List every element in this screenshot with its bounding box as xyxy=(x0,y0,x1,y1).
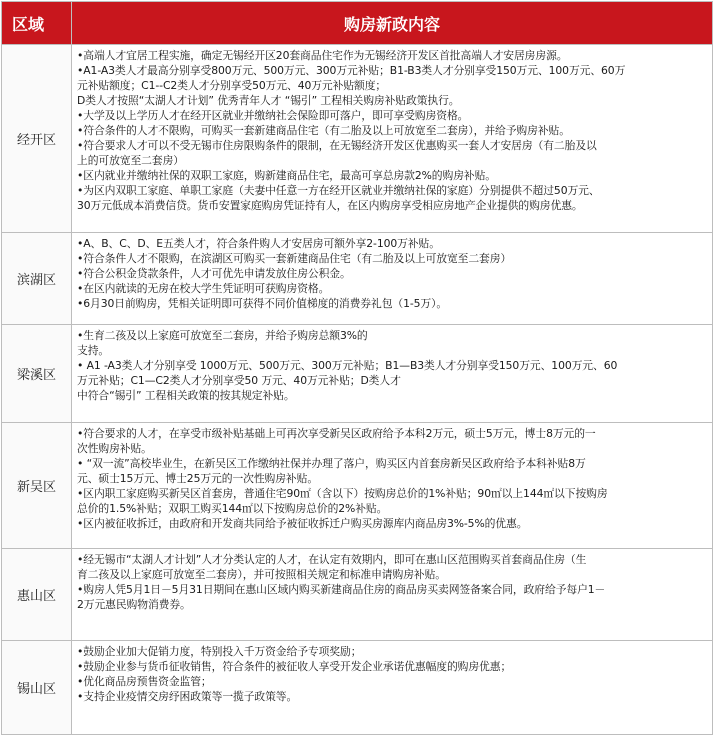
policy-line: 中符合“锡引” 工程相关政策的按其规定补贴。 xyxy=(77,389,295,402)
district-cell: 新吴区 xyxy=(2,423,72,549)
policy-line: 育二孩及以上家庭可放宽至二套房），并可按照相关规定和标准申请购房补贴。 xyxy=(77,568,446,581)
district-cell: 惠山区 xyxy=(2,549,72,641)
row-jingkai xyxy=(2,45,713,233)
policy-line: • “双一流”高校毕业生，在新吴区工作缴纳社保并办理了落户，购买区内首套房新吴区政府给予本科补贴8万 xyxy=(77,457,586,470)
policy-line: •区内就业并缴纳社保的双职工家庭，购新建商品住宅，最高可享总房款2%的购房补贴。 xyxy=(77,169,496,182)
policy-line: •购房人凭5月1日－5月31日期间在惠山区域内购买新建商品住房的商品房买卖网签备案合同，政府给予每户1－ xyxy=(77,583,606,596)
policy-line: 30万元低成本消费信贷。货币安置家庭购房凭证持有人，在区内购房享受相应房地产企业提供的购房优惠。 xyxy=(77,199,583,212)
policy-line: •优化商品房预售资金监管； xyxy=(77,675,212,688)
policy-line: •A、B、C、D、E五类人才，符合条件购人才安居房可额外享2-100万补贴。 xyxy=(77,237,440,250)
policy-line: •区内职工家庭购买新吴区首套房，普通住宅90㎡（含以下）按购房总价的1%补贴；90㎡以上144㎡以下按购房 xyxy=(77,487,608,500)
policy-line: 上的可放宽至二套房） xyxy=(77,154,184,167)
policy-line: • A1 -A3类人才分别享受 1000万元、500万元、300万元补贴；B1—B3类人才分别享受150万元、100万元、60 xyxy=(77,359,618,372)
policy-content-cell xyxy=(72,549,713,641)
policy-line: •生育二孩及以上家庭可放宽至二套房，并给予购房总额3%的 xyxy=(77,329,368,342)
policy-line: 万元补贴；C1—C2类人才分别享受50 万元、40万元补贴；D类人才 xyxy=(77,374,401,387)
policy-content-cell xyxy=(72,423,713,549)
policy-line: 元补贴额度；C1--C2类人才分别享受50万元、40万元补贴额度； xyxy=(77,79,387,92)
policy-line: •区内被征收拆迁，由政府和开发商共同给予被征收拆迁户购买房源库内商品房3%-5%的优惠。 xyxy=(77,517,528,530)
policy-line: •高端人才宜居工程实施，确定无锡经开区20套商品住宅作为无锡经济开发区首批高端人才安居房房源。 xyxy=(77,49,568,62)
policy-line: •为区内双职工家庭、单职工家庭（夫妻中任意一方在经开区就业并缴纳社保的家庭）分别提供不超过50万元、 xyxy=(77,184,600,197)
policy-line: •6月30日前购房，凭相关证明即可获得不同价值梯度的消费券礼包（1-5万）。 xyxy=(77,297,448,310)
header-district: 区域 xyxy=(2,2,72,45)
policy-line: •在区内就读的无房在校大学生凭证明可获购房资格。 xyxy=(77,282,330,295)
header-row xyxy=(2,2,713,45)
policy-line: •大学及以上学历人才在经开区就业并缴纳社会保险即可落户，即可享受购房资格。 xyxy=(77,109,469,122)
policy-line: 元、硕士15万元、博士25万元的一次性购房补贴。 xyxy=(77,472,319,485)
district-cell: 锡山区 xyxy=(2,641,72,735)
district-cell: 梁溪区 xyxy=(2,325,72,423)
policy-line: •符合公积金贷款条件，人才可优先申请发放住房公积金。 xyxy=(77,267,351,280)
policy-line: D类人才按照“太湖人才计划” 优秀青年人才 “锡引” 工程相关购房补贴政策执行。 xyxy=(77,94,460,107)
policy-content-cell xyxy=(72,233,713,325)
policy-content-cell xyxy=(72,325,713,423)
policy-line: 2万元惠民购物消费券。 xyxy=(77,598,191,611)
header-policy-content: 购房新政内容 xyxy=(72,2,713,45)
row-binhu xyxy=(2,233,713,325)
policy-line: •鼓励企业参与货币征收销售，符合条件的被征收人享受开发企业承诺优惠幅度的购房优惠； xyxy=(77,660,512,673)
policy-line: •鼓励企业加大促销力度，特别投入千万资金给予专项奖励； xyxy=(77,645,362,658)
policy-line: 支持。 xyxy=(77,344,110,357)
policy-line: •符合条件人才不限购，在滨湖区可购买一套新建商品住宅（有二胎及以上可放宽至二套房） xyxy=(77,252,512,265)
district-cell: 经开区 xyxy=(2,45,72,233)
policy-line: •符合要求的人才，在享受市级补贴基础上可再次享受新吴区政府给予本科2万元，硕士5万元，博士8万元的一 xyxy=(77,427,596,440)
policy-line: •符合要求人才可以不受无锡市住房限购条件的限制，在无锡经济开发区优惠购买一套人才安居房（有二胎及以 xyxy=(77,139,597,152)
policy-line: •支持企业疫情交房纾困政策等一揽子政策等。 xyxy=(77,690,298,703)
policy-content-cell xyxy=(72,641,713,735)
row-liangxi xyxy=(2,325,713,423)
row-xinwu xyxy=(2,423,713,549)
policy-line: 次性购房补贴。 xyxy=(77,442,152,455)
row-huishan xyxy=(2,549,713,641)
district-cell: 滨湖区 xyxy=(2,233,72,325)
policy-line: •符合条件的人才不限购，可购买一套新建商品住宅（有二胎及以上可放宽至二套房），并给予购房补贴。 xyxy=(77,124,570,137)
policy-table xyxy=(1,1,713,735)
row-xishan xyxy=(2,641,713,735)
policy-line: 总价的1.5%补贴；双职工购买144㎡以下按购房总价的2%补贴。 xyxy=(77,502,388,515)
policy-content-cell xyxy=(72,45,713,233)
policy-line: •经无锡市“太湖人才计划”人才分类认定的人才，在认定有效期内，即可在惠山区范围购买首套商品住房（生 xyxy=(77,553,587,566)
policy-line: •A1-A3类人才最高分别享受800万元、500万元、300万元补贴；B1-B3类人才分别享受150万元、100万元、60万 xyxy=(77,64,626,77)
